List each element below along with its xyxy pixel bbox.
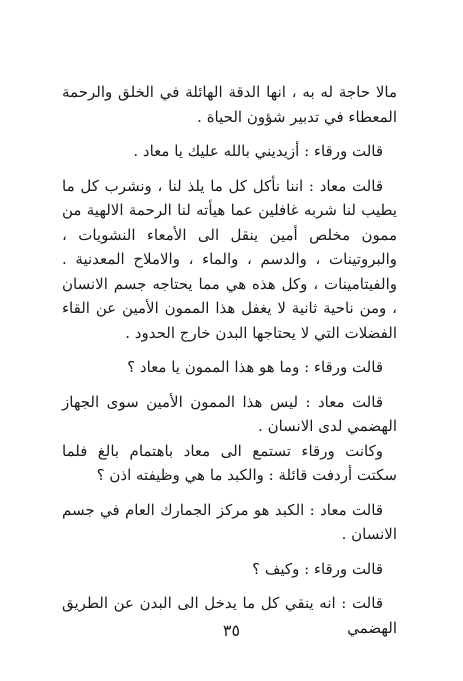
page-body-text — [62, 80, 397, 640]
paragraph-muad-digestion: قالت معاد : اننا نأكل كل ما يلذ لنا ، ونشرب كل ما يطيب لنا شربه غافلين عما هيأته لنا الرحمة الالهية من ممون مخلص أمين ينقل الى الأمعاء النشويات ، والبروتينات ، والدسم ، والماء ، والاملاح المعدنية . والفيتامينات ، وكل هذه هي مما يحتاجه جسم الانسان ، ومن ناحية ثانية لا يغفل هذا الممون الأمين عن القاء الفضلات التي لا يحتاجها البدن خارج الحدود . — [62, 176, 397, 342]
paragraph-warqa-liver-question: وكانت ورقاء تستمع الى معاد باهتمام بالغ فلما سكتت أردفت قائلة : والكبد ما هي وظيفته اذن ؟ — [62, 441, 397, 484]
paragraph-warqa-how: قالت ورقاء : وكيف ؟ — [252, 559, 383, 578]
paragraph-muad-filter: قالت : انه ينقي كل ما يدخل الى البدن عن الطريق الهضمي — [62, 594, 397, 637]
paragraph-warqa-question: قالت ورقاء : وما هو هذا الممون يا معاد ؟ — [127, 358, 383, 376]
paragraph-muad-liver-answer: قالت معاد : الكبد هو مركز الجمارك العام في جسم الانسان . — [62, 500, 397, 543]
paragraph-muad-answer: قالت معاد : ليس هذا الممون الأمين سوى الجهاز الهضمي لدى الانسان . — [62, 392, 397, 435]
paragraph-continuation: مالا حاجة له به ، انها الدقة الهائلة في الخلق والرحمة المعطاء في تدبير شؤون الحياة . — [62, 83, 397, 126]
paragraph-warqa-request: قالت ورقاء : أزيديني بالله عليك يا معاد . — [133, 142, 383, 160]
page-number: ٣٥ — [222, 621, 241, 640]
